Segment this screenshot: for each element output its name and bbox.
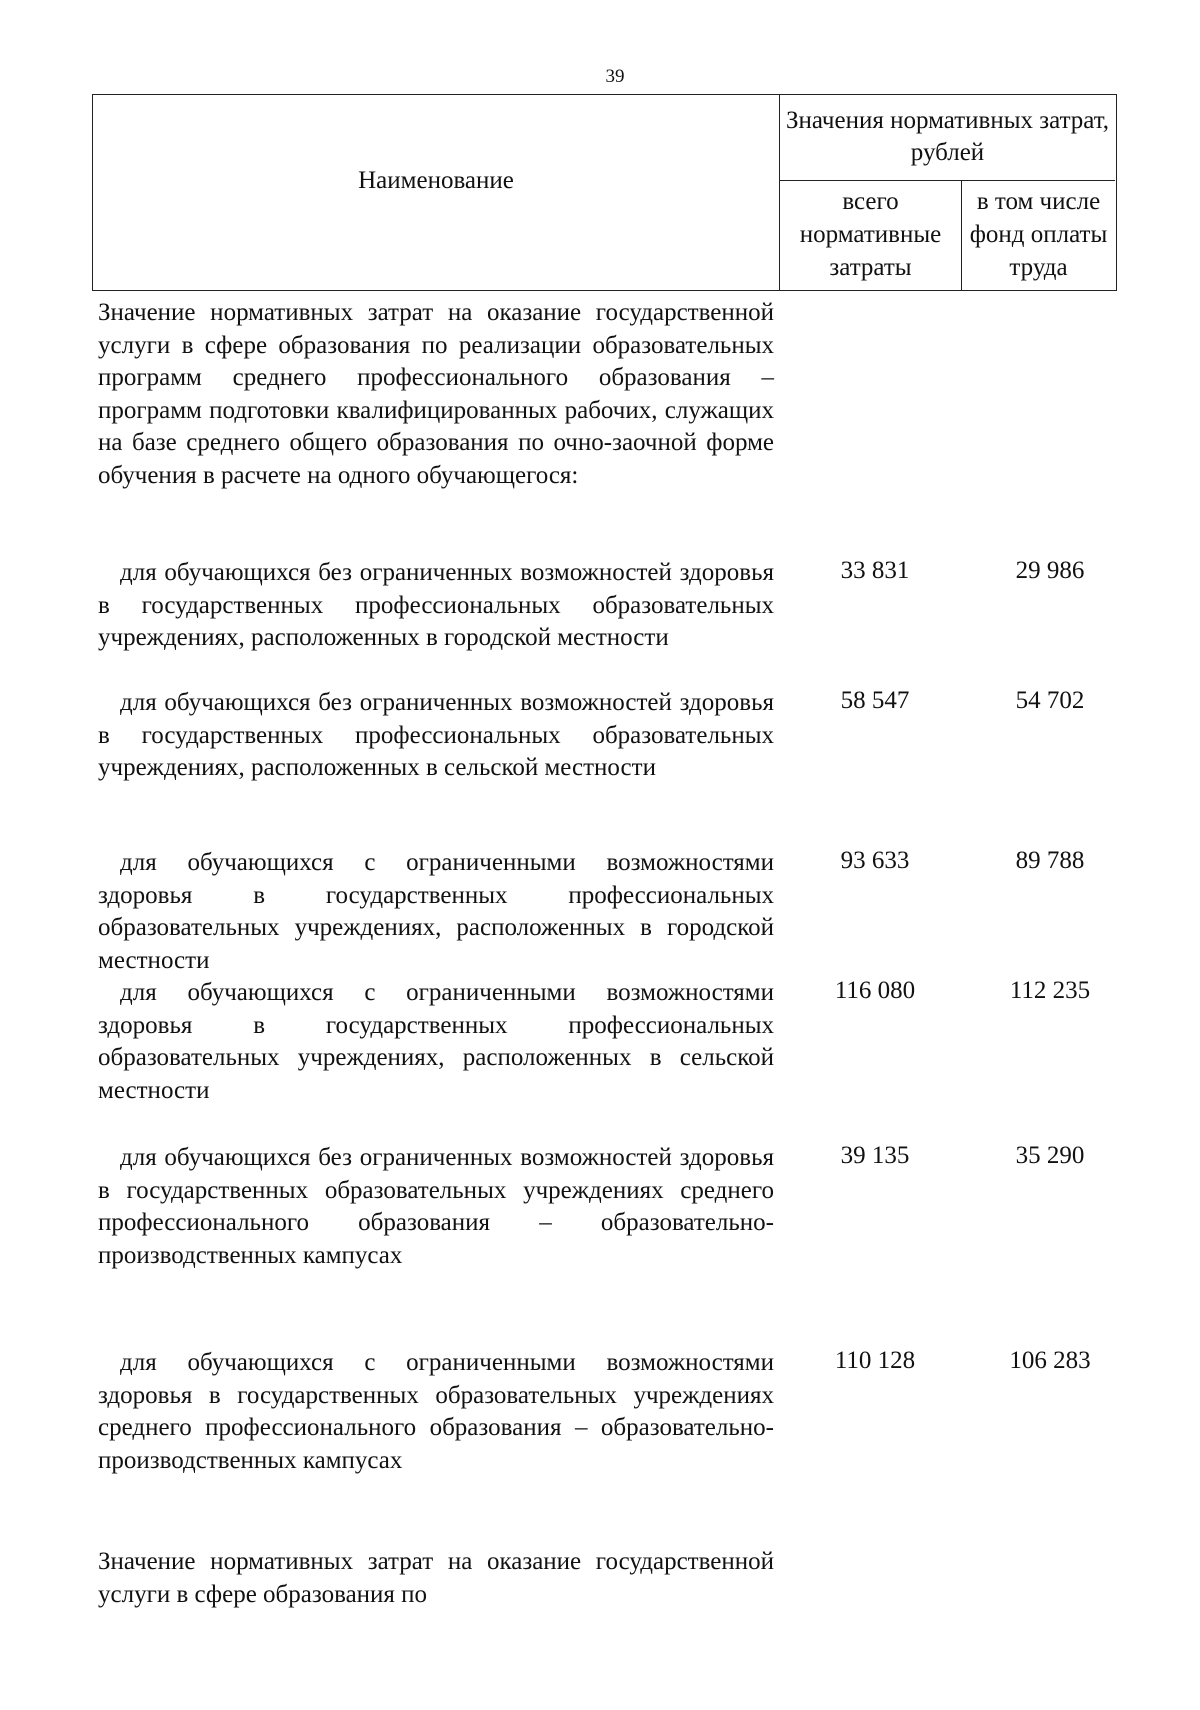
table-row-text: для обучающихся без ограниченных возможностей здоровья в государственных образовательных учреждениях среднего профессионального образования – образовательно-производственных кампусах	[98, 1144, 774, 1269]
table-row-text: для обучающихся без ограниченных возможностей здоровья в государственных профессиональных образовательных учреждениях, расположенных в городской местности	[98, 559, 774, 651]
table-row-text: для обучающихся с ограниченными возможностями здоровья в государственных образовательных учреждениях среднего профессионального образования – образовательно-производственных кампусах	[98, 1349, 774, 1474]
table-row-text: для обучающихся без ограниченных возможностей здоровья в государственных профессиональных образовательных учреждениях, расположенных в сельской местности	[98, 689, 774, 781]
page-number: 39	[605, 66, 625, 87]
header-values-column: Значения нормативных затрат, рублей	[780, 95, 1115, 181]
table-row-fund: 106 283	[1009, 1347, 1091, 1374]
table-row-fund: 29 986	[1015, 557, 1085, 584]
table-row-total: 110 128	[834, 1347, 916, 1374]
section-intro: Значение нормативных затрат на оказание государственной услуги в сфере образования по реализации образовательных программ среднего профессионального образования – программ подготовки квалифицированных рабочих, служащих на базе среднего общего образования по очно-заочной форме обучения в расчете на одного обучающегося:	[98, 299, 774, 489]
table-row-text: для обучающихся с ограниченными возможностями здоровья в государственных профессиональных образовательных учреждениях, расположенных в городской местности	[98, 849, 774, 974]
footer-intro: Значение нормативных затрат на оказание государственной услуги в сфере образования по	[98, 1548, 774, 1608]
table-row-text: для обучающихся с ограниченными возможностями здоровья в государственных профессиональных образовательных учреждениях, расположенных в сельской местности	[98, 979, 774, 1104]
table-row-total: 93 633	[840, 847, 910, 874]
table-row-fund: 54 702	[1015, 687, 1085, 714]
table-row-total: 39 135	[840, 1142, 910, 1169]
table-row-fund: 89 788	[1015, 847, 1085, 874]
table-row-total: 33 831	[840, 557, 910, 584]
header-name-column: Наименование	[93, 95, 780, 290]
table-row-total: 116 080	[834, 977, 916, 1004]
header-fund-column: в том числе фонд оплаты труда	[969, 188, 1108, 281]
header-total-column: всего нормативные затраты	[780, 181, 962, 290]
table-header	[92, 94, 1117, 291]
table-row-total: 58 547	[840, 687, 910, 714]
table-row-fund: 112 235	[1009, 977, 1091, 1004]
table-row-fund: 35 290	[1015, 1142, 1085, 1169]
